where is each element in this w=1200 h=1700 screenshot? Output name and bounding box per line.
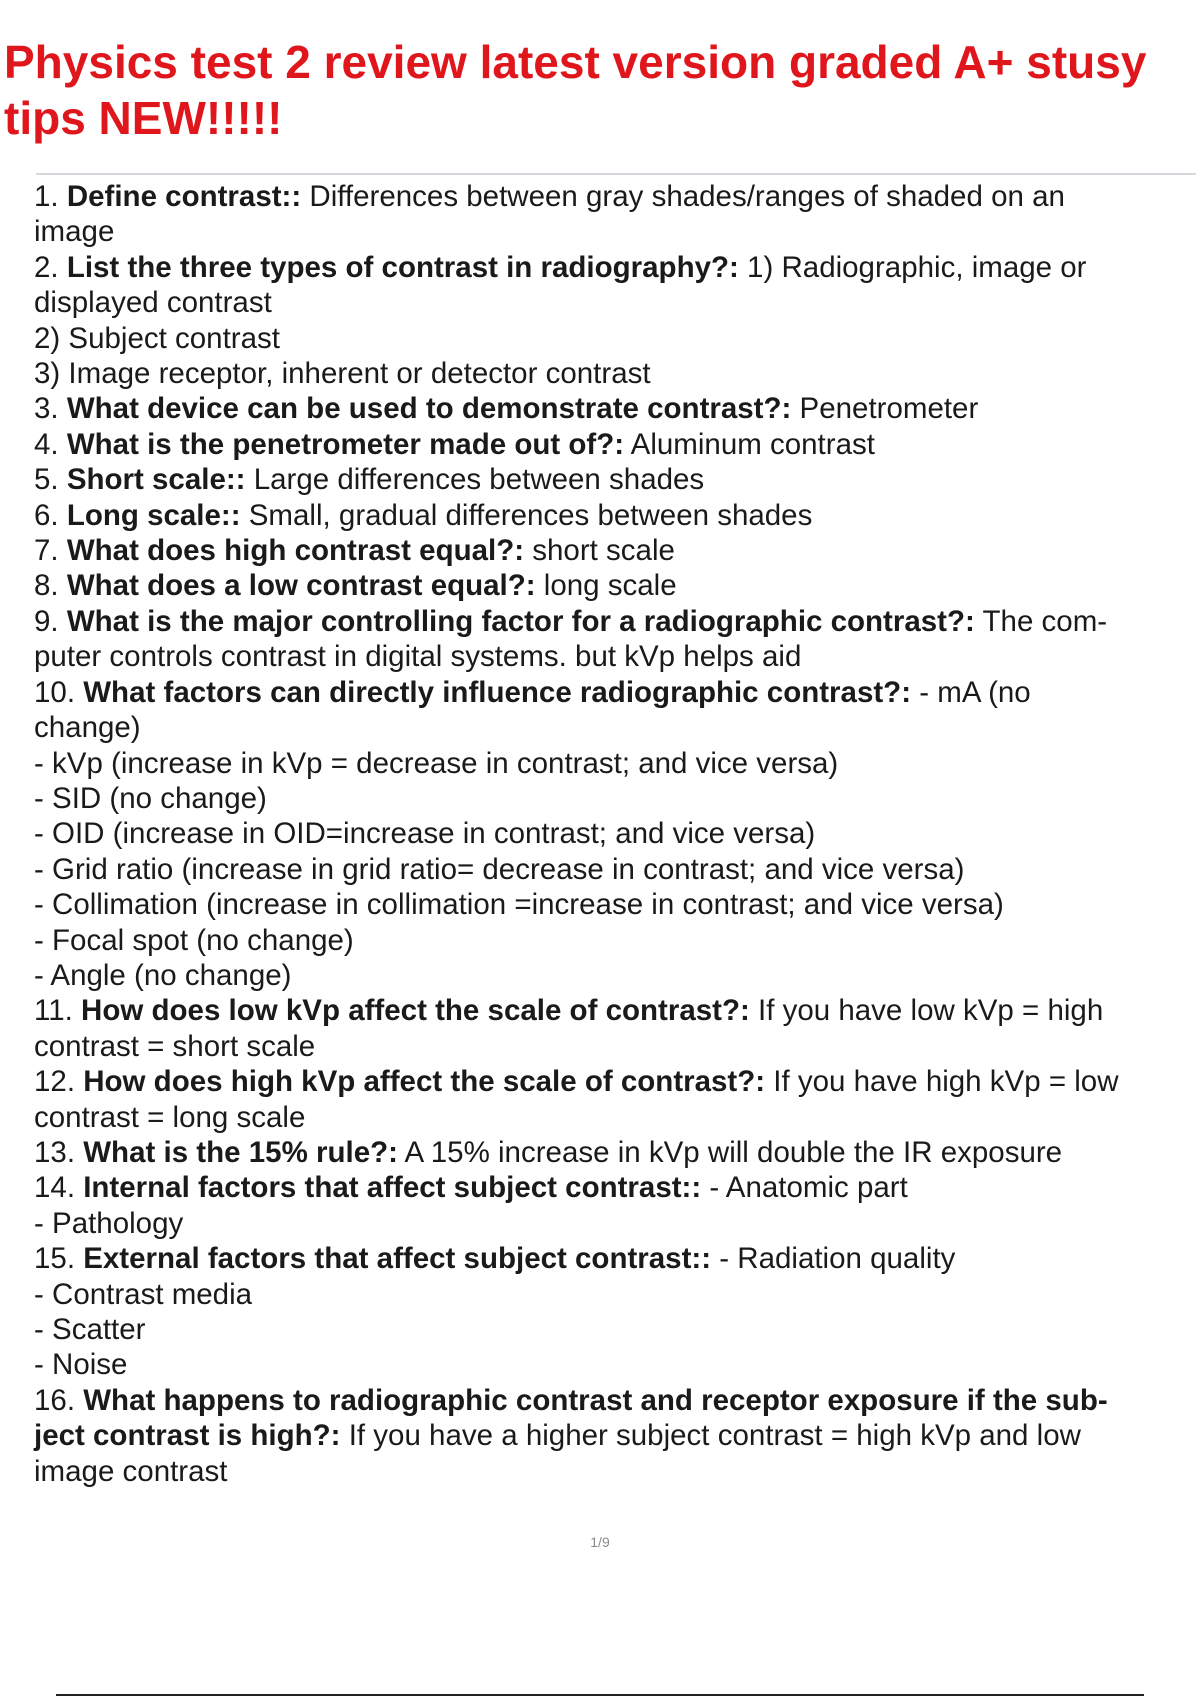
answer-text: - Scatter bbox=[34, 1313, 146, 1346]
text-line bbox=[34, 1277, 1192, 1312]
question-text: What does high contrast equal?: bbox=[66, 534, 525, 568]
text-line bbox=[34, 639, 1192, 674]
answer-text: image bbox=[34, 215, 115, 249]
answer-text: A 15% increase in kVp will double the IR exposure bbox=[397, 1135, 1063, 1169]
title-line-1: Physics test 2 review latest version graded A+ stusy bbox=[4, 36, 1147, 88]
page-number: 1/9 bbox=[590, 1534, 610, 1550]
question-text: Internal factors that affect subject contrast:: bbox=[83, 1171, 702, 1205]
answer-text: Large differences between shades bbox=[245, 463, 705, 497]
item-number: 13. bbox=[34, 1135, 76, 1169]
answer-text: The com- bbox=[974, 604, 1108, 638]
answer-text: - SID (no change) bbox=[34, 781, 267, 815]
item-number: 5. bbox=[34, 463, 59, 497]
text-line bbox=[34, 1064, 1192, 1099]
answer-text: - mA (no bbox=[911, 675, 1031, 709]
question-text: ject contrast is high?: bbox=[34, 1419, 341, 1453]
answer-text: - Angle (no change) bbox=[34, 958, 292, 992]
item-number: 15. bbox=[34, 1242, 76, 1276]
answer-text: long scale bbox=[535, 569, 677, 603]
text-line bbox=[34, 1029, 1192, 1064]
qa-list bbox=[34, 179, 1192, 1489]
answer-text: - Pathology bbox=[34, 1206, 184, 1240]
text-line bbox=[34, 675, 1192, 710]
text-line bbox=[34, 356, 1192, 391]
text-line bbox=[34, 1454, 1192, 1489]
question-text: What is the major controlling factor for a radiographic contrast?: bbox=[66, 604, 975, 638]
answer-text: - Contrast media bbox=[34, 1277, 253, 1311]
text-line bbox=[34, 816, 1192, 851]
answer-text: contrast = long scale bbox=[34, 1100, 306, 1134]
text-line bbox=[34, 391, 1192, 426]
text-line bbox=[34, 1418, 1192, 1453]
text-line bbox=[34, 1170, 1192, 1205]
title-divider bbox=[36, 173, 1196, 175]
question-text: External factors that affect subject contrast:: bbox=[83, 1242, 712, 1276]
text-line bbox=[34, 993, 1192, 1028]
item-number: 14. bbox=[34, 1171, 76, 1205]
question-text: What is the penetrometer made out of?: bbox=[66, 427, 625, 461]
answer-text: - Grid ratio (increase in grid ratio= decrease in contrast; and vice versa) bbox=[34, 852, 965, 886]
item-number: 4. bbox=[34, 427, 59, 461]
answer-text: contrast = short scale bbox=[34, 1029, 316, 1063]
question-text: What does a low contrast equal?: bbox=[66, 569, 536, 603]
answer-text: - Noise bbox=[34, 1348, 128, 1382]
answer-text: If you have a higher subject contrast = high kVp and low bbox=[340, 1419, 1081, 1453]
text-line bbox=[34, 1206, 1192, 1241]
text-line bbox=[34, 427, 1192, 462]
item-number: 10. bbox=[34, 675, 76, 709]
item-number: 16. bbox=[34, 1383, 76, 1417]
page-bottom-rule bbox=[56, 1694, 1144, 1696]
question-text: Long scale:: bbox=[66, 498, 241, 532]
answer-text: - OID (increase in OID=increase in contrast; and vice versa) bbox=[34, 817, 816, 851]
answer-text: short scale bbox=[524, 534, 675, 568]
question-text: How does high kVp affect the scale of contrast?: bbox=[83, 1065, 766, 1099]
text-line bbox=[34, 214, 1192, 249]
question-text: What device can be used to demonstrate contrast?: bbox=[66, 392, 792, 426]
text-line bbox=[34, 321, 1192, 356]
item-number: 8. bbox=[34, 569, 59, 603]
answer-text: If you have low kVp = high bbox=[749, 994, 1104, 1028]
title-line-2: tips NEW!!!!! bbox=[4, 92, 283, 144]
answer-text: - Radiation quality bbox=[711, 1242, 956, 1276]
text-line bbox=[34, 1100, 1192, 1135]
answer-text: change) bbox=[34, 711, 141, 745]
question-text: What factors can directly influence radiographic contrast?: bbox=[83, 675, 912, 709]
question-text: List the three types of contrast in radiography?: bbox=[66, 250, 739, 284]
text-line bbox=[34, 1347, 1192, 1382]
item-number: 12. bbox=[34, 1065, 76, 1099]
answer-text: 1) Radiographic, image or bbox=[738, 250, 1087, 284]
answer-text: - kVp (increase in kVp = decrease in contrast; and vice versa) bbox=[34, 746, 839, 780]
text-line bbox=[34, 285, 1192, 320]
text-line bbox=[34, 1241, 1192, 1276]
question-text: What happens to radiographic contrast and receptor exposure if the sub- bbox=[83, 1383, 1108, 1417]
text-line bbox=[34, 923, 1192, 958]
text-line bbox=[34, 498, 1192, 533]
item-number: 2. bbox=[34, 250, 59, 284]
item-number: 6. bbox=[34, 498, 59, 532]
item-number: 11. bbox=[34, 994, 73, 1028]
text-line bbox=[34, 710, 1192, 745]
answer-text: displayed contrast bbox=[34, 286, 272, 320]
text-line bbox=[34, 462, 1192, 497]
answer-text: - Anatomic part bbox=[701, 1171, 908, 1205]
item-number: 3. bbox=[34, 392, 59, 426]
text-line bbox=[34, 1383, 1192, 1418]
document-title bbox=[4, 34, 1194, 146]
text-line bbox=[34, 852, 1192, 887]
question-text: Define contrast:: bbox=[66, 180, 302, 213]
text-line bbox=[34, 568, 1192, 603]
answer-text: Aluminum contrast bbox=[624, 427, 875, 461]
answer-text: image contrast bbox=[34, 1454, 228, 1488]
question-text: How does low kVp affect the scale of contrast?: bbox=[81, 994, 750, 1028]
text-line bbox=[34, 746, 1192, 781]
answer-text: 3) Image receptor, inherent or detector contrast bbox=[34, 357, 651, 391]
answer-text: Differences between gray shades/ranges of shaded on an bbox=[301, 180, 1065, 213]
answer-text: If you have high kVp = low bbox=[765, 1065, 1119, 1099]
text-line bbox=[34, 958, 1192, 993]
answer-text: puter controls contrast in digital systems. but kVp helps aid bbox=[34, 640, 802, 674]
question-text: Short scale:: bbox=[66, 463, 246, 497]
text-line bbox=[34, 533, 1192, 568]
text-line bbox=[34, 179, 1192, 214]
text-line bbox=[34, 887, 1192, 922]
text-line bbox=[34, 604, 1192, 639]
text-line bbox=[34, 1312, 1192, 1347]
text-line bbox=[34, 1135, 1192, 1170]
question-text: What is the 15% rule?: bbox=[83, 1135, 398, 1169]
text-line bbox=[34, 250, 1192, 285]
answer-text: 2) Subject contrast bbox=[34, 321, 280, 355]
answer-text: - Focal spot (no change) bbox=[34, 923, 354, 957]
item-number: 9. bbox=[34, 604, 59, 638]
answer-text: - Collimation (increase in collimation =increase in contrast; and vice versa) bbox=[34, 888, 1004, 922]
item-number: 7. bbox=[34, 534, 59, 568]
item-number: 1. bbox=[34, 180, 59, 213]
answer-text: Small, gradual differences between shades bbox=[240, 498, 813, 532]
text-line bbox=[34, 781, 1192, 816]
answer-text: Penetrometer bbox=[791, 392, 979, 426]
